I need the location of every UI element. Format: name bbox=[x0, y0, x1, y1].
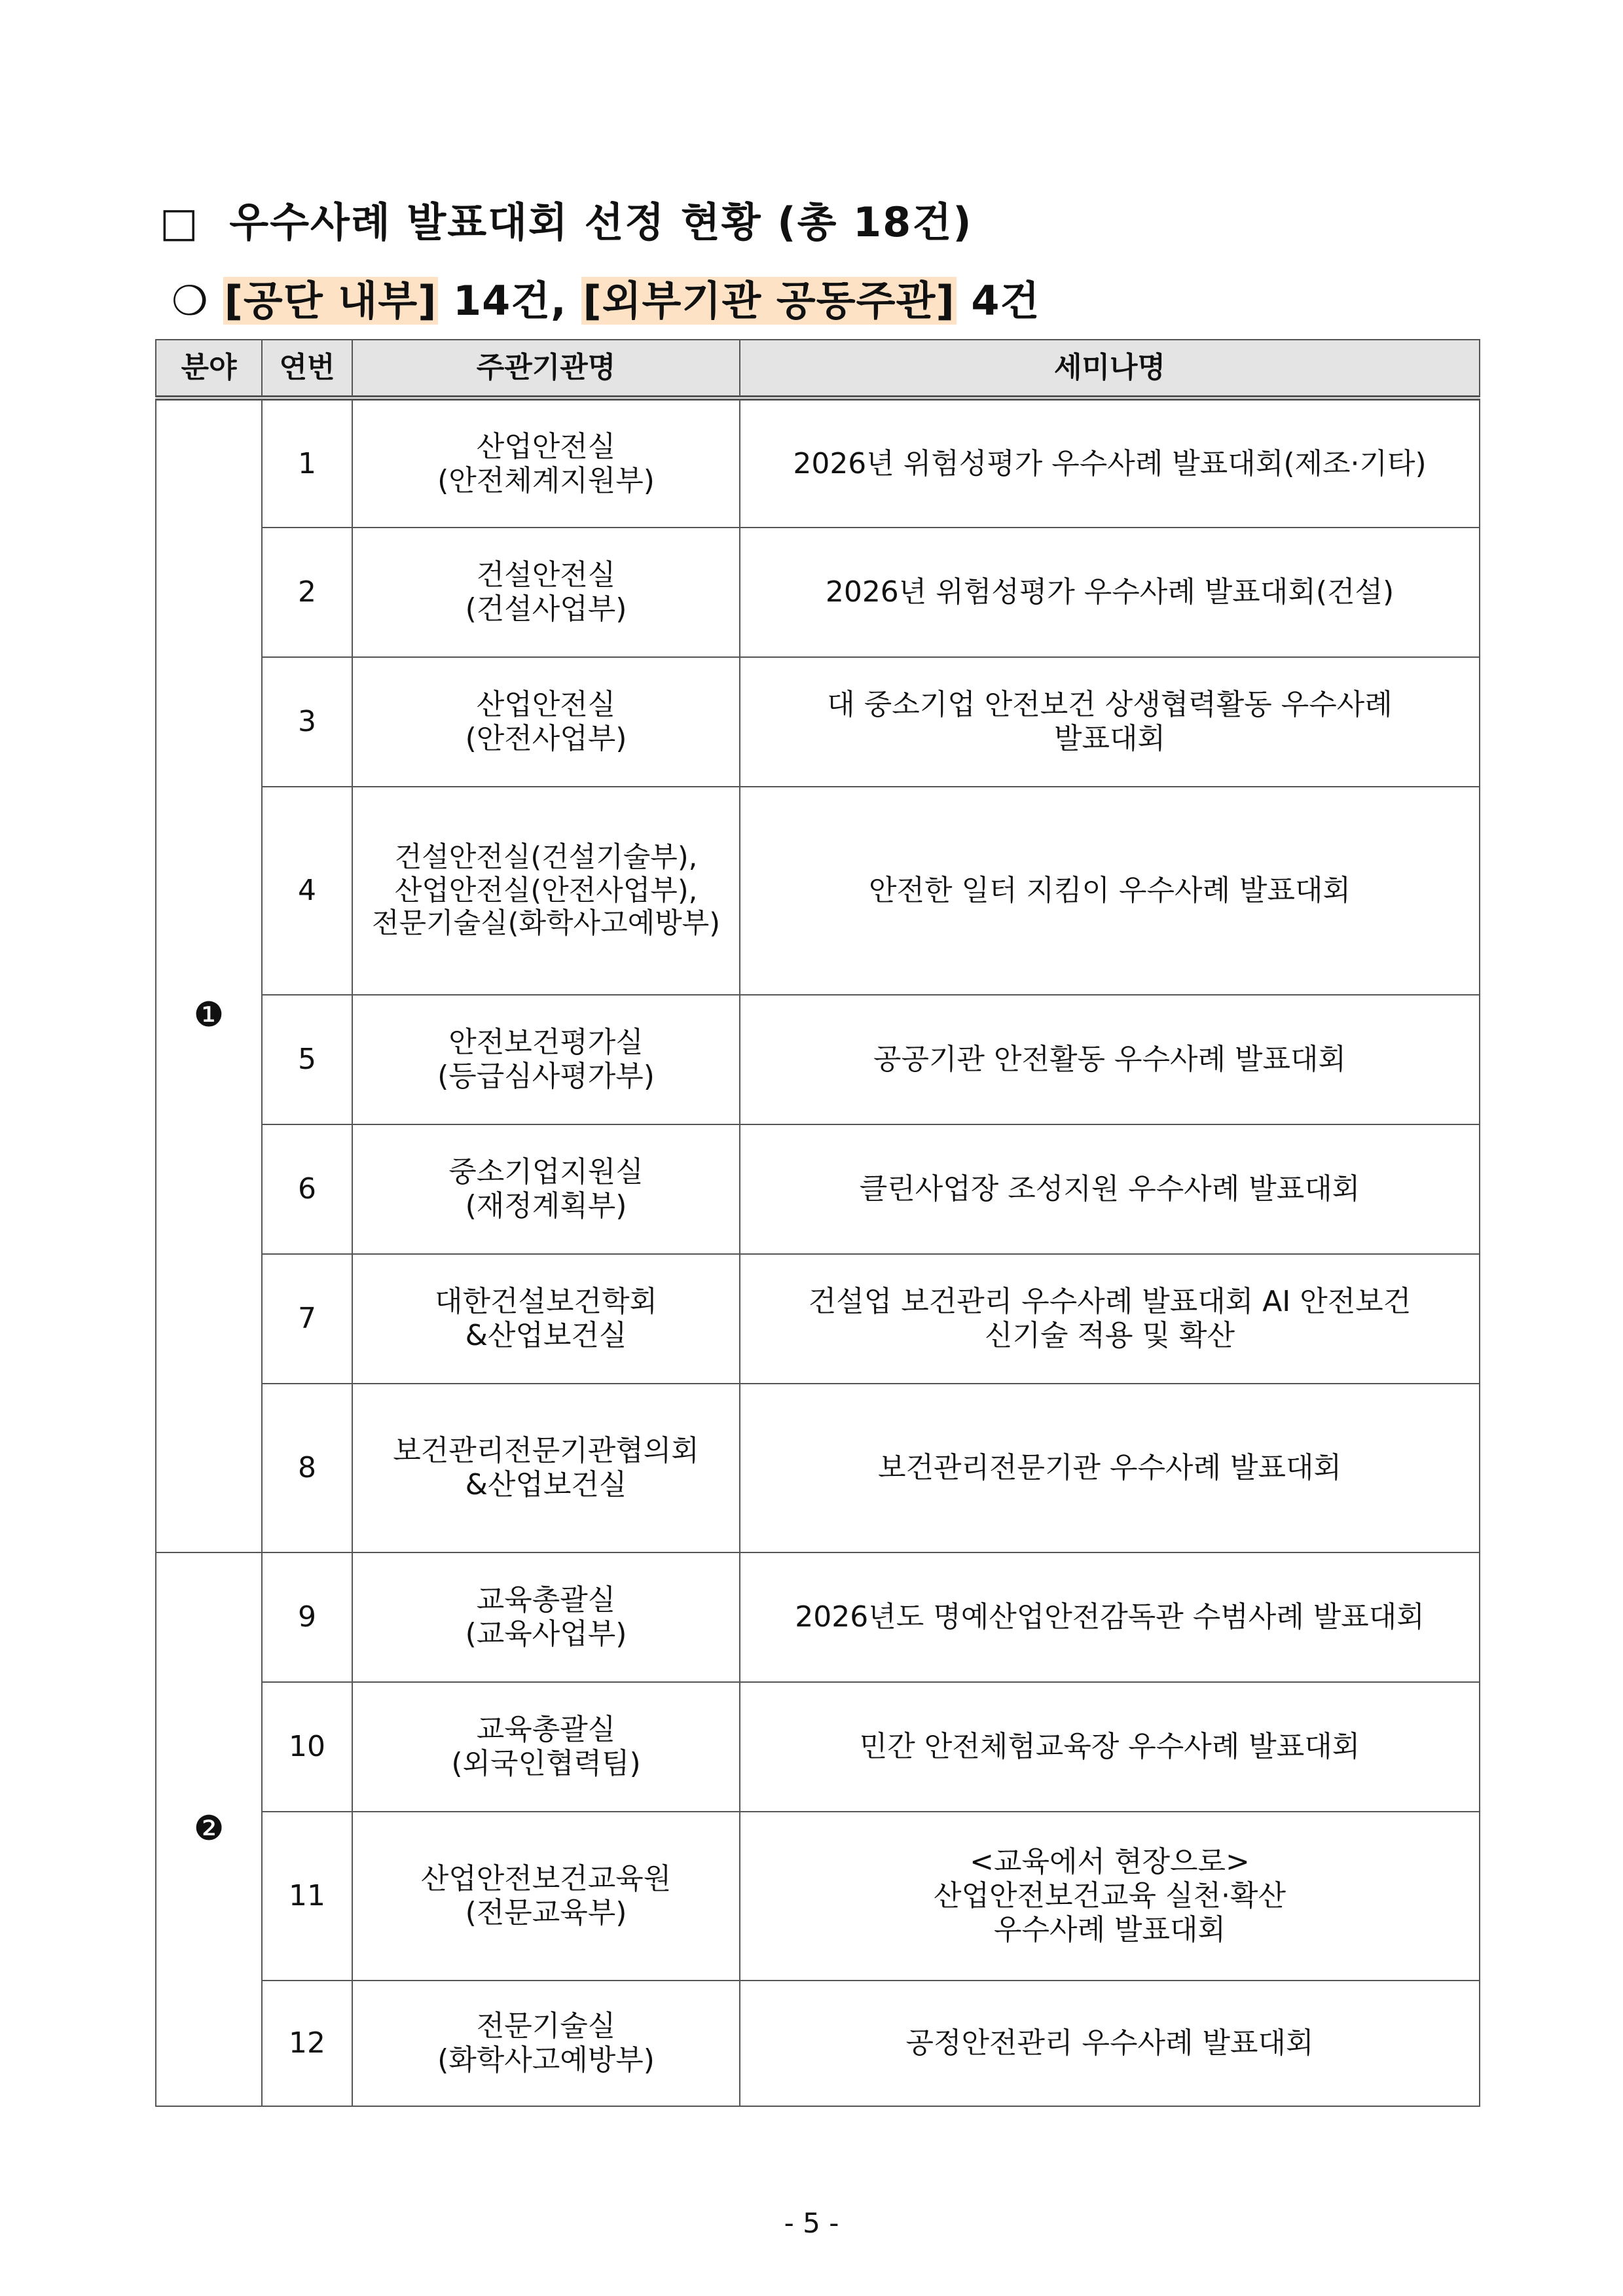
organizer-cell: 대한건설보건학회 &산업보건실 bbox=[352, 1254, 740, 1384]
organizer-cell: 건설안전실 (건설사업부) bbox=[352, 528, 740, 657]
organizer-cell: 교육총괄실 (교육사업부) bbox=[352, 1552, 740, 1682]
table-row bbox=[156, 995, 1480, 1124]
table-row bbox=[156, 1682, 1480, 1812]
category-1-marker: ❶ bbox=[156, 398, 262, 1552]
organizer-cell: 건설안전실(건설기술부), 산업안전실(안전사업부), 전문기술실(화학사고예방부) bbox=[352, 787, 740, 995]
header-category: 분야 bbox=[156, 340, 262, 398]
row-number: 6 bbox=[262, 1124, 352, 1254]
seminar-cell: 2026년 위험성평가 우수사례 발표대회(건설) bbox=[740, 528, 1480, 657]
table-row bbox=[156, 1124, 1480, 1254]
row-number: 10 bbox=[262, 1682, 352, 1812]
table-header-row bbox=[156, 340, 1480, 398]
row-number: 7 bbox=[262, 1254, 352, 1384]
internal-label: [공단 내부] bbox=[224, 277, 437, 325]
seminar-cell: 공공기관 안전활동 우수사례 발표대회 bbox=[740, 995, 1480, 1124]
organizer-cell: 중소기업지원실 (재정계획부) bbox=[352, 1124, 740, 1254]
square-bullet-icon: □ bbox=[160, 198, 200, 246]
seminar-cell: 안전한 일터 지킴이 우수사례 발표대회 bbox=[740, 787, 1480, 995]
seminar-cell: <교육에서 현장으로> 산업안전보건교육 실천·확산 우수사례 발표대회 bbox=[740, 1812, 1480, 1981]
table-row bbox=[156, 1812, 1480, 1981]
row-number: 4 bbox=[262, 787, 352, 995]
seminar-cell: 민간 안전체험교육장 우수사례 발표대회 bbox=[740, 1682, 1480, 1812]
seminar-cell: 2026년 위험성평가 우수사례 발표대회(제조·기타) bbox=[740, 398, 1480, 528]
organizer-cell: 교육총괄실 (외국인협력팀) bbox=[352, 1682, 740, 1812]
organizer-cell: 산업안전실 (안전체계지원부) bbox=[352, 398, 740, 528]
circle-bullet-icon: ❍ bbox=[172, 277, 209, 325]
section-heading bbox=[160, 190, 973, 248]
row-number: 3 bbox=[262, 657, 352, 787]
table-row bbox=[156, 657, 1480, 787]
table-row bbox=[156, 1552, 1480, 1682]
page-number: - 5 - bbox=[784, 2207, 839, 2239]
row-number: 8 bbox=[262, 1384, 352, 1552]
table-row bbox=[156, 398, 1480, 528]
table-row bbox=[156, 528, 1480, 657]
table-row bbox=[156, 1254, 1480, 1384]
seminar-cell: 클린사업장 조성지원 우수사례 발표대회 bbox=[740, 1124, 1480, 1254]
organizer-cell: 안전보건평가실 (등급심사평가부) bbox=[352, 995, 740, 1124]
header-organizer: 주관기관명 bbox=[352, 340, 740, 398]
seminar-cell: 2026년도 명예산업안전감독관 수범사례 발표대회 bbox=[740, 1552, 1480, 1682]
header-number: 연번 bbox=[262, 340, 352, 398]
row-number: 1 bbox=[262, 398, 352, 528]
seminar-table bbox=[155, 339, 1480, 2107]
category-2-marker: ❷ bbox=[156, 1552, 262, 2106]
row-number: 9 bbox=[262, 1552, 352, 1682]
external-label: [외부기관 공동주관] bbox=[583, 277, 955, 325]
row-number: 2 bbox=[262, 528, 352, 657]
row-number: 11 bbox=[262, 1812, 352, 1981]
organizer-cell: 보건관리전문기관협의회 &산업보건실 bbox=[352, 1384, 740, 1552]
section-heading-text: 우수사례 발표대회 선정 현황 (총 18건) bbox=[229, 198, 973, 246]
table-row bbox=[156, 1384, 1480, 1552]
organizer-cell: 전문기술실 (화학사고예방부) bbox=[352, 1981, 740, 2106]
organizer-cell: 산업안전실 (안전사업부) bbox=[352, 657, 740, 787]
seminar-cell: 공정안전관리 우수사례 발표대회 bbox=[740, 1981, 1480, 2106]
header-seminar: 세미나명 bbox=[740, 340, 1480, 398]
internal-count: 14건, bbox=[438, 277, 582, 325]
external-count: 4건 bbox=[956, 277, 1040, 325]
table-row bbox=[156, 787, 1480, 995]
organizer-cell: 산업안전보건교육원 (전문교육부) bbox=[352, 1812, 740, 1981]
row-number: 12 bbox=[262, 1981, 352, 2106]
sub-heading bbox=[172, 268, 1040, 327]
seminar-cell: 보건관리전문기관 우수사례 발표대회 bbox=[740, 1384, 1480, 1552]
seminar-cell: 건설업 보건관리 우수사례 발표대회 AI 안전보건 신기술 적용 및 확산 bbox=[740, 1254, 1480, 1384]
table-row bbox=[156, 1981, 1480, 2106]
row-number: 5 bbox=[262, 995, 352, 1124]
seminar-cell: 대 중소기업 안전보건 상생협력활동 우수사례 발표대회 bbox=[740, 657, 1480, 787]
